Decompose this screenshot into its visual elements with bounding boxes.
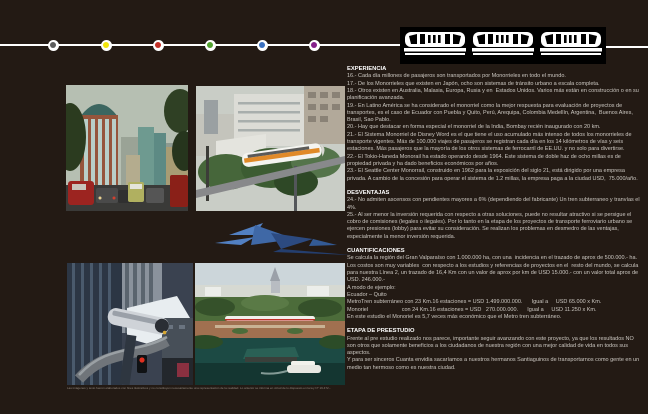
paragraph: Se calcula la región del Gran Valparaíso con 1.000.000 ha, con una incidencia en el trazado de aprox de 500.000.- ha.	[347, 255, 638, 262]
monorail-train-icon	[400, 27, 606, 64]
paragraph: A modo de ejemplo:	[347, 284, 396, 291]
blue-arrow-logo	[215, 221, 351, 257]
paragraph: Frente al pre estudio realizado nos parece, importante seguir avanzando con este proyecto, ya que los resultados NO son otros que solamente beneficios a los ciudadanos de nuestra región con una mejor calidad de vida en todos sus aspectos.	[347, 335, 636, 357]
station-dot-gray	[48, 40, 59, 51]
track-line	[0, 44, 402, 46]
station-dot-yellow	[101, 40, 112, 51]
photo-disclaimer-caption: Las imágenes y texto fueron elaborados con fines ilustrativos y no constituyen necesariamente una representación de la realidad. Lo anterior se informa en virtud de lo dispuesto en la ley N° 19.472.-	[67, 386, 331, 390]
paragraph: 16.- Cada día millones de pasajeros son transportados por Monorrieles en todo el mundo.	[347, 73, 566, 80]
photo-city-traffic	[66, 85, 188, 211]
paragraph: 20.- Hay que destacar en forma especial el monorriel de la India, Bombay recién inaugurado con 20 km.	[347, 124, 601, 131]
section-desventajas	[347, 190, 641, 241]
station-dot-red	[153, 40, 164, 51]
paragraph: 22.- El Tokio-Haneda Monorail ha estado operando desde 1964. Este sistema de doble haz de ocho millas es de propiedad privada y ha dado beneficios económicos por años.	[347, 153, 623, 167]
paragraph: 21.- El Sistema Monorriel de Disney Word es el que tiene el uso acumulado más intenso de todos los monorrieles de transporte vigentes. Más de 100.000 viajes de pasajeros se registran cada día en los 14 kilómetros de vías y seis estaciones. Más pasajeros que la mayoría de los otros sistemas de ferrocarril de EE.UU. y no solo para divertirse.	[347, 131, 634, 153]
paragraph: Monoriel con 24 Km.16 estaciones = USD 270.000.000. Igual a USD 11.250 x Km.	[347, 306, 597, 313]
paragraph: 23.- El Seattle Center Monorrail, construido en 1962 para la exposición del siglo 21, está dirigido por una empresa privada. A cambio de la concesión para operar el sistema de 1.2 millas, la empresa paga a la ciudad USD, 75.000/año.	[347, 168, 638, 182]
paragraph: Ecuador – Quito	[347, 291, 387, 298]
section-title: DESVENTAJAS	[347, 189, 390, 196]
section-etapa-preestudio	[347, 328, 641, 372]
paragraph: MetroTren subterráneo con 23 Km.16 estaciones = USD 1.499.000.000. Igual a USD 65.000 x Km.	[347, 299, 602, 306]
section-cuantificaciones	[347, 248, 641, 321]
paragraph: 24.- No admiten ascensos con pendientes mayores a 6% (dependiendo del fabricante) Un tren subterraneo y tranvías el 4%.	[347, 197, 642, 211]
photo-orange-monorail	[196, 86, 345, 211]
paragraph: Y para ser sinceros Cuanta envidia sacaríamos a nuestros hermanos Santiaguinos de transportarnos como gente en un medio tan hermoso como es nuestra ciudad.	[347, 357, 641, 371]
text-column	[347, 66, 641, 372]
photo-silver-monorail	[67, 263, 193, 385]
section-title: CUANTIFICACIONES	[347, 248, 405, 255]
paragraph: En este estudio el Monoriel es 5,7 veces más económico que el Metro tren subterráneo.	[347, 313, 562, 320]
section-experiencia	[347, 66, 641, 183]
station-dot-purple	[309, 40, 320, 51]
paragraph: 25.- Al ser menor la inversión requerida con respecto a otras soluciones, puede no resultar atractivo si se persigue el cobro de comisiones (legales o ilegales). Por lo tanto en la etapa de los proyectos de transporte ferroviario urbano se ejercen presiones (lobby) para evitar su consideración. Se realizan los problemas en desmedro de las ventajas, especialmente la menor inversión requerida.	[347, 211, 634, 240]
paragraph: 18.- Otros existen en Australia, Malasia, Europa, Rusia y en Estados Unidos. Varios más están en construcción o en su planificación avanzada.	[347, 88, 641, 102]
station-dot-blue	[257, 40, 268, 51]
paragraph: 17.- De los Monorrieles que existen en Japón, ocho son sistemas de tránsito urbano a escala completa.	[347, 80, 600, 87]
section-title: EXPERIENCIA	[347, 66, 387, 72]
paragraph: Los costos son muy variables con respecto a los estudios y referencias de proyectos en el resto del mundo, se calcula para nuestra Línea 2, un trazado de 16,4 Km con un valor de aprox por km de USD 15.000.- con un valor total aprox de USD. 246.000.-	[347, 262, 640, 284]
section-title: ETAPA DE PREESTUDIO	[347, 328, 415, 335]
paragraph: 19.- En Latino América se ha considerado el monorriel como la mejor respuesta para evaluación de proyectos de transportes, es el caso de Ecuador con Puebla y Quito, Perú, Arequipa, Colombia Medellín, Argentina, Buenos Aires, Brasil, Sao Pablo.	[347, 102, 635, 124]
track-line	[602, 46, 648, 48]
station-dot-green	[205, 40, 216, 51]
photo-disney-aerial	[195, 263, 345, 385]
